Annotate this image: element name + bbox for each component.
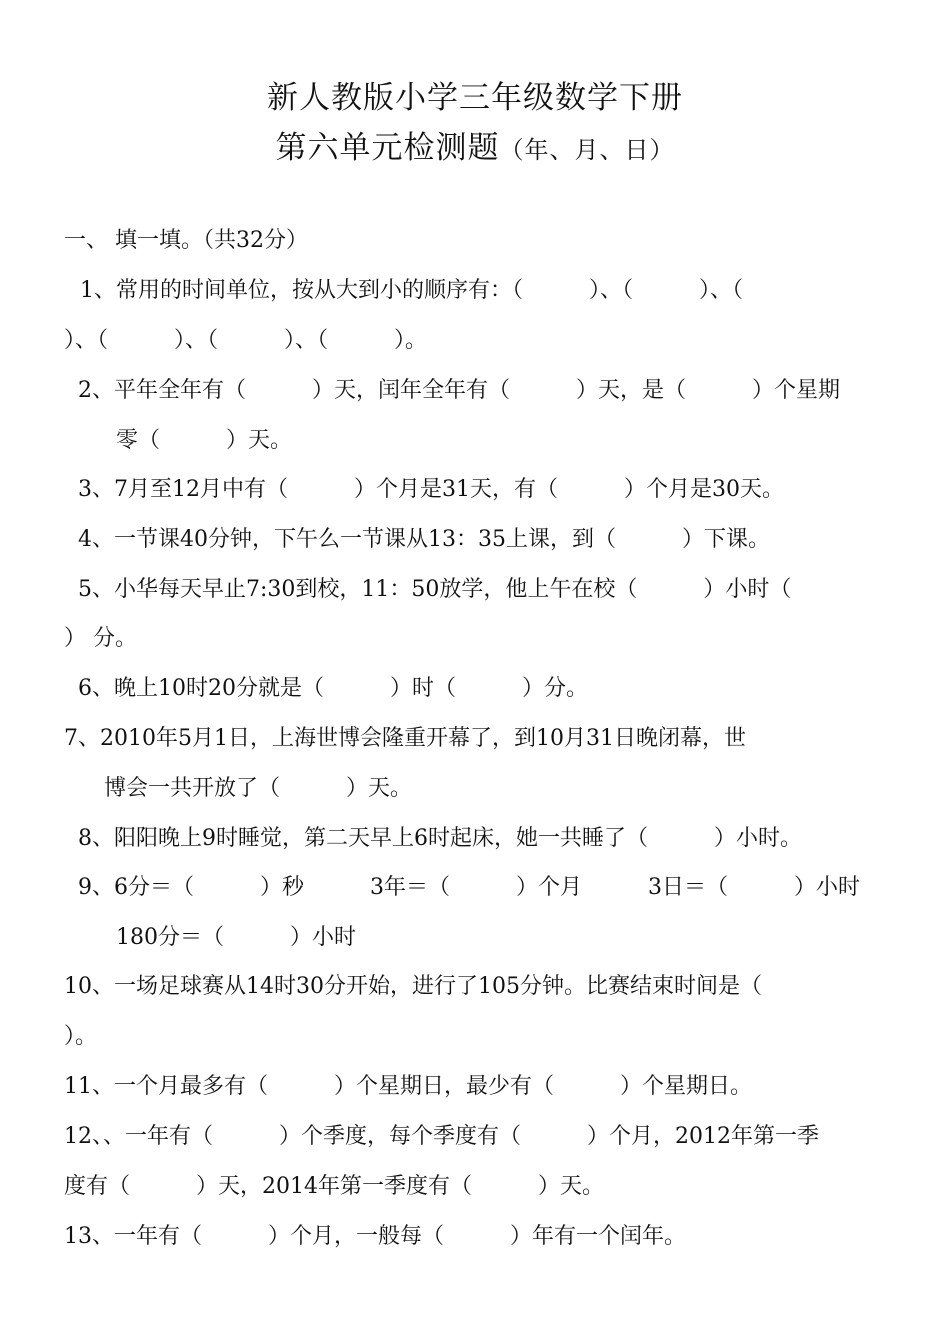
question-8: 8、阳阳晚上9时睡觉，第二天早上6时起床，她一共睡了（ ）小时。: [78, 826, 802, 851]
question-9-line-1: 9、6分＝（ ）秒 3年＝（ ）个月 3日＝（ ）小时: [78, 875, 860, 900]
question-10-line-2: ）。: [64, 1024, 98, 1049]
question-12-line-1: 12、、一年有（ ）个季度，每个季度有（ ）个月，2012年第一季: [64, 1124, 819, 1149]
question-1-line-2: ）、（ ）、（ ）、（ ）。: [64, 328, 428, 353]
question-6: 6、晚上10时20分就是（ ）时（ ）分。: [78, 676, 588, 701]
section-heading: 一、 填一填。（共32分）: [64, 228, 308, 253]
question-7-line-2: 博会一共开放了（ ）天。: [104, 776, 413, 801]
subtitle-paren: （年、月、日）: [499, 136, 675, 164]
question-2-line-2: 零（ ）天。: [116, 428, 293, 453]
question-7-line-1: 7、2010年5月1日，上海世博会隆重开幕了，到10月31日晚闭幕，世: [64, 726, 746, 751]
question-4: 4、一节课40分钟，下午么一节课从13：35上课，到（ ）下课。: [78, 527, 770, 552]
question-10-line-1: 10、一场足球赛从14时30分开始，进行了105分钟。比赛结束时间是（: [64, 974, 762, 999]
question-9-line-2: 180分＝（ ）小时: [116, 925, 356, 950]
title-text: 新人教版小学三年级数学下册: [267, 80, 683, 116]
question-3: 3、7月至12月中有（ ）个月是31天，有（ ）个月是30天。: [78, 477, 784, 502]
question-11: 11、一个月最多有（ ）个星期日，最少有（ ）个星期日。: [64, 1074, 752, 1099]
page-title: [0, 72, 950, 117]
question-13: 13、一年有（ ）个月，一般每（ ）年有一个闰年。: [64, 1224, 686, 1249]
question-12-line-2: 度有（ ）天，2014年第一季度有（ ）天。: [64, 1174, 604, 1199]
question-5-line-1: 5、小华每天早止7:30到校，11：50放学，他上午在校（ ）小时（: [78, 577, 792, 602]
subtitle-main: 第六单元检测题: [275, 130, 500, 166]
page-subtitle: [0, 122, 950, 167]
question-1-line-1: 1、常用的时间单位，按从大到小的顺序有：（ ）、（ ）、（: [80, 278, 743, 303]
question-2-line-1: 2、平年全年有（ ）天，闰年全年有（ ）天，是（ ）个星期: [78, 378, 840, 403]
question-5-line-2: ） 分。: [64, 626, 137, 651]
